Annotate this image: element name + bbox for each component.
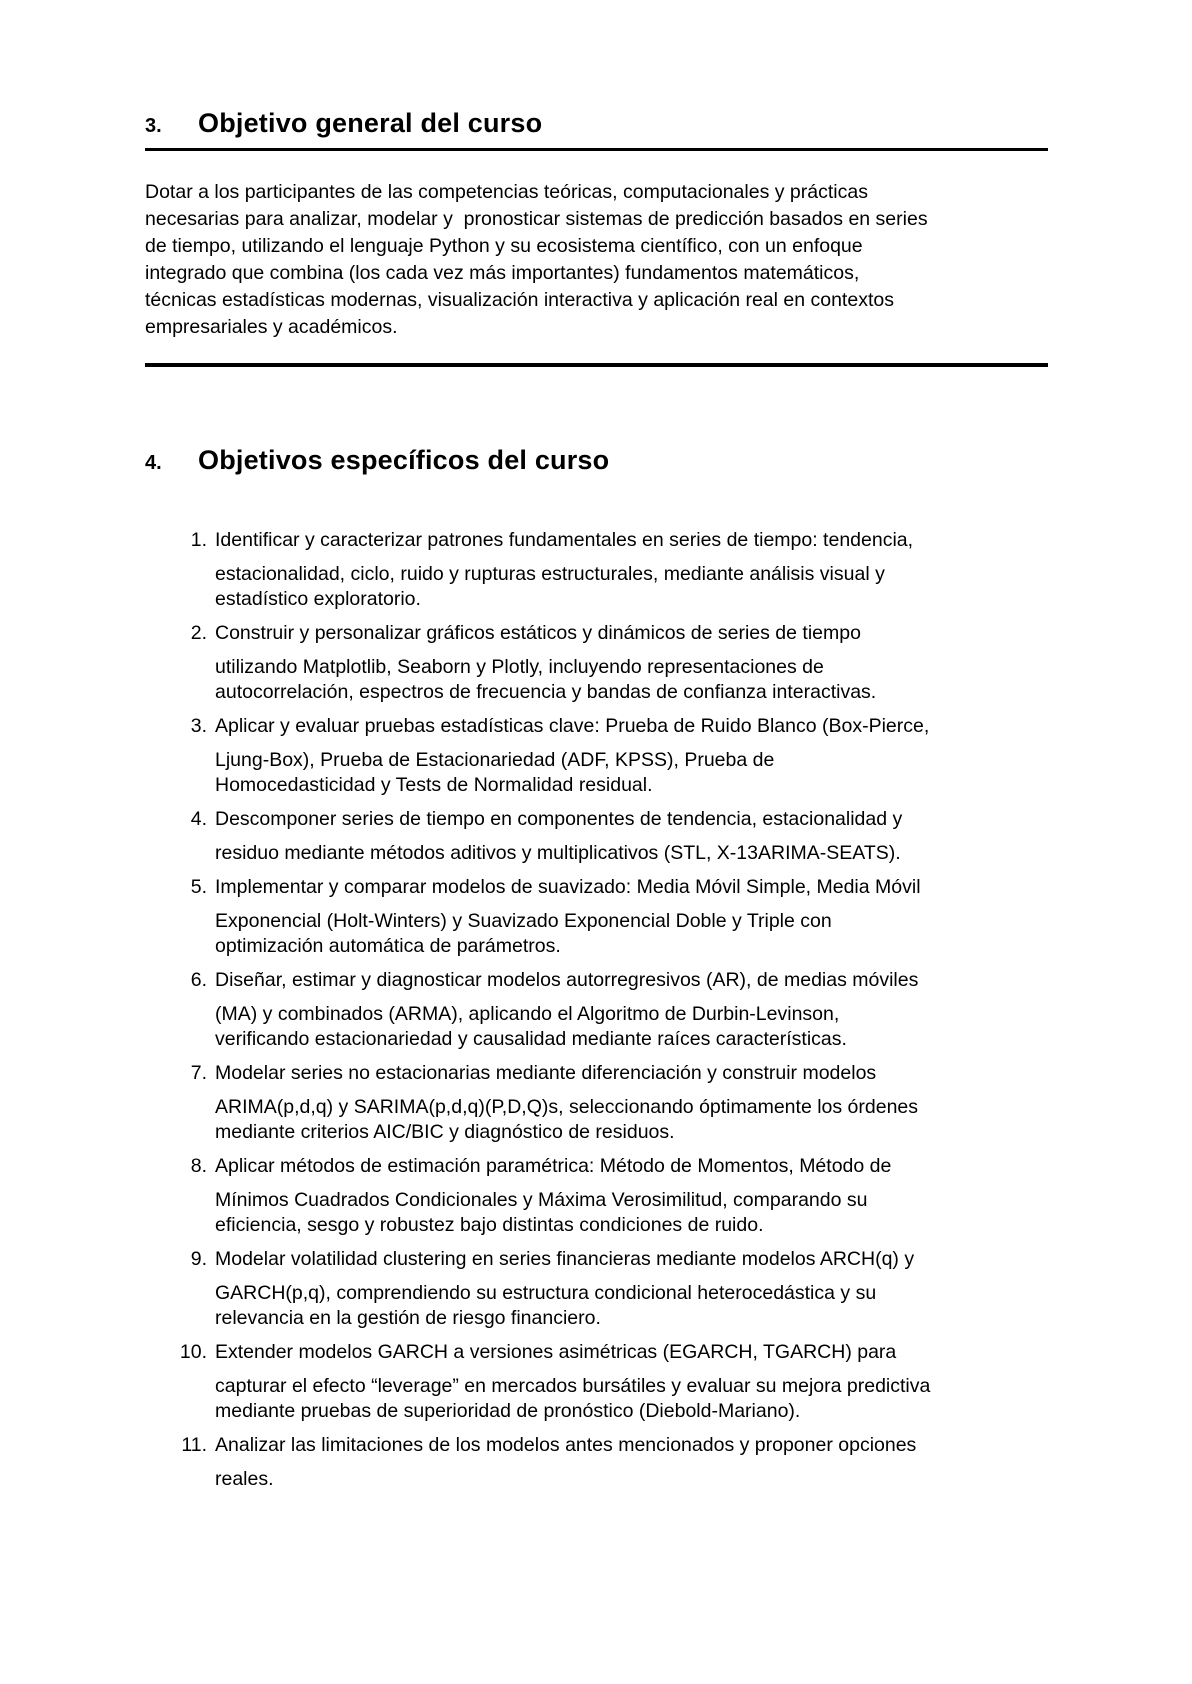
objective-item (145, 1154, 1048, 1238)
objective-item-number: 2. (190, 622, 207, 644)
objective-item-number: 4. (190, 808, 207, 830)
objective-item (145, 968, 1048, 1052)
objective-item-line: Diseñar, estimar y diagnosticar modelos autorregresivos (AR), de medias móviles (215, 969, 919, 991)
objective-item-line: mediante criterios AIC/BIC y diagnóstico de residuos. (215, 1121, 675, 1143)
objective-item-number: 6. (190, 969, 207, 991)
objective-item-line: autocorrelación, espectros de frecuencia y bandas de confianza interactivas. (215, 681, 877, 703)
objective-item-line: capturar el efecto “leverage” en mercados bursátiles y evaluar su mejora predictiva (215, 1375, 931, 1397)
objective-item-number: 8. (190, 1155, 207, 1177)
section-divider (145, 363, 1048, 367)
specific-objectives-list (145, 528, 1048, 1492)
objective-item-line: Modelar series no estacionarias mediante diferenciación y construir modelos (215, 1062, 877, 1084)
objective-item-number: 7. (190, 1062, 207, 1084)
paragraph-line: necesarias para analizar, modelar y pronosticar sistemas de predicción basados en series (145, 208, 928, 230)
objective-item (145, 1433, 1048, 1492)
objective-item-text (215, 807, 902, 866)
objective-item-text (215, 968, 918, 1052)
objective-item-line: Homocedasticidad y Tests de Normalidad residual. (215, 774, 653, 796)
objective-item (145, 621, 1048, 705)
objective-item-line: (MA) y combinados (ARMA), aplicando el Algoritmo de Durbin-Levinson, (215, 1003, 840, 1025)
objective-item-line: Analizar las limitaciones de los modelos antes mencionados y proponer opciones (215, 1434, 917, 1456)
objective-item-line: Implementar y comparar modelos de suavizado: Media Móvil Simple, Media Móvil (215, 876, 921, 898)
objective-item-line: GARCH(p,q), comprendiendo su estructura condicional heterocedástica y su (215, 1282, 877, 1304)
objective-item (145, 1247, 1048, 1331)
paragraph-line: integrado que combina (los cada vez más importantes) fundamentos matemáticos, (145, 262, 860, 284)
objective-item-text (215, 528, 913, 612)
objective-item-text (215, 621, 876, 705)
document-content (145, 0, 1048, 1501)
objective-item-line: reales. (215, 1468, 274, 1490)
objective-item-line: Exponencial (Holt-Winters) y Suavizado Exponencial Doble y Triple con (215, 910, 832, 932)
objective-item-number: 10. (179, 1341, 207, 1363)
section4-heading (145, 443, 1048, 480)
objective-item-text (215, 714, 929, 798)
objective-item-line: optimización automática de parámetros. (215, 935, 561, 957)
objective-item-line: Descomponer series de tiempo en componentes de tendencia, estacionalidad y (215, 808, 903, 830)
objective-item-line: Modelar volatilidad clustering en series financieras mediante modelos ARCH(q) y (215, 1248, 915, 1270)
objective-item-line: estadístico exploratorio. (215, 588, 421, 610)
section3-heading (145, 106, 1048, 151)
objective-item-line: Extender modelos GARCH a versiones asimétricas (EGARCH, TGARCH) para (215, 1341, 897, 1363)
objective-item-text (215, 1154, 891, 1238)
section4-heading-number: 4. (145, 452, 162, 474)
objective-item-line: eficiencia, sesgo y robustez bajo distintas condiciones de ruido. (215, 1214, 764, 1236)
objective-item-line: mediante pruebas de superioridad de pronóstico (Diebold-Mariano). (215, 1400, 801, 1422)
objective-item-number: 9. (190, 1248, 207, 1270)
objective-item-line: Aplicar y evaluar pruebas estadísticas clave: Prueba de Ruido Blanco (Box-Pierce, (215, 715, 930, 737)
section3-heading-number: 3. (145, 115, 162, 137)
objective-item (145, 528, 1048, 612)
objective-item-number: 11. (181, 1434, 207, 1456)
objective-item-line: residuo mediante métodos aditivos y multiplicativos (STL, X-13ARIMA-SEATS). (215, 842, 901, 864)
paragraph-line: de tiempo, utilizando el lenguaje Python y su ecosistema científico, con un enfoque (145, 235, 863, 257)
objective-item-line: Construir y personalizar gráficos estáticos y dinámicos de series de tiempo (215, 622, 861, 644)
general-objective-paragraph (145, 179, 1048, 341)
paragraph-line: empresariales y académicos. (145, 316, 398, 338)
objective-item-text (215, 1340, 930, 1424)
objective-item-text (215, 1061, 918, 1145)
section3-heading-title: Objetivo general del curso (198, 108, 543, 138)
objective-item-text (215, 875, 921, 959)
objective-item-text (215, 1433, 916, 1492)
objective-item-number: 5. (190, 876, 207, 898)
section4-heading-title: Objetivos específicos del curso (198, 445, 610, 475)
objective-item-line: Ljung-Box), Prueba de Estacionariedad (ADF, KPSS), Prueba de (215, 749, 775, 771)
objective-item (145, 1340, 1048, 1424)
paragraph-line: técnicas estadísticas modernas, visualización interactiva y aplicación real en contextos (145, 289, 894, 311)
objective-item-line: Aplicar métodos de estimación paramétrica: Método de Momentos, Método de (215, 1155, 892, 1177)
objective-item-line: utilizando Matplotlib, Seaborn y Plotly, incluyendo representaciones de (215, 656, 824, 678)
objective-item (145, 714, 1048, 798)
objective-item-number: 1. (190, 529, 207, 551)
objective-item-line: relevancia en la gestión de riesgo financiero. (215, 1307, 601, 1329)
objective-item-line: estacionalidad, ciclo, ruido y rupturas estructurales, mediante análisis visual y (215, 563, 885, 585)
objective-item-line: ARIMA(p,d,q) y SARIMA(p,d,q)(P,D,Q)s, seleccionando óptimamente los órdenes (215, 1096, 919, 1118)
objective-item-number: 3. (190, 715, 207, 737)
objective-item-line: verificando estacionariedad y causalidad mediante raíces características. (215, 1028, 847, 1050)
objective-item-line: Identificar y caracterizar patrones fundamentales en series de tiempo: tendencia, (215, 529, 914, 551)
objective-item (145, 875, 1048, 959)
objective-item (145, 1061, 1048, 1145)
objective-item (145, 807, 1048, 866)
objective-item-text (215, 1247, 914, 1331)
objective-item-line: Mínimos Cuadrados Condicionales y Máxima Verosimilitud, comparando su (215, 1189, 868, 1211)
paragraph-line: Dotar a los participantes de las competencias teóricas, computacionales y prácticas (145, 181, 868, 203)
